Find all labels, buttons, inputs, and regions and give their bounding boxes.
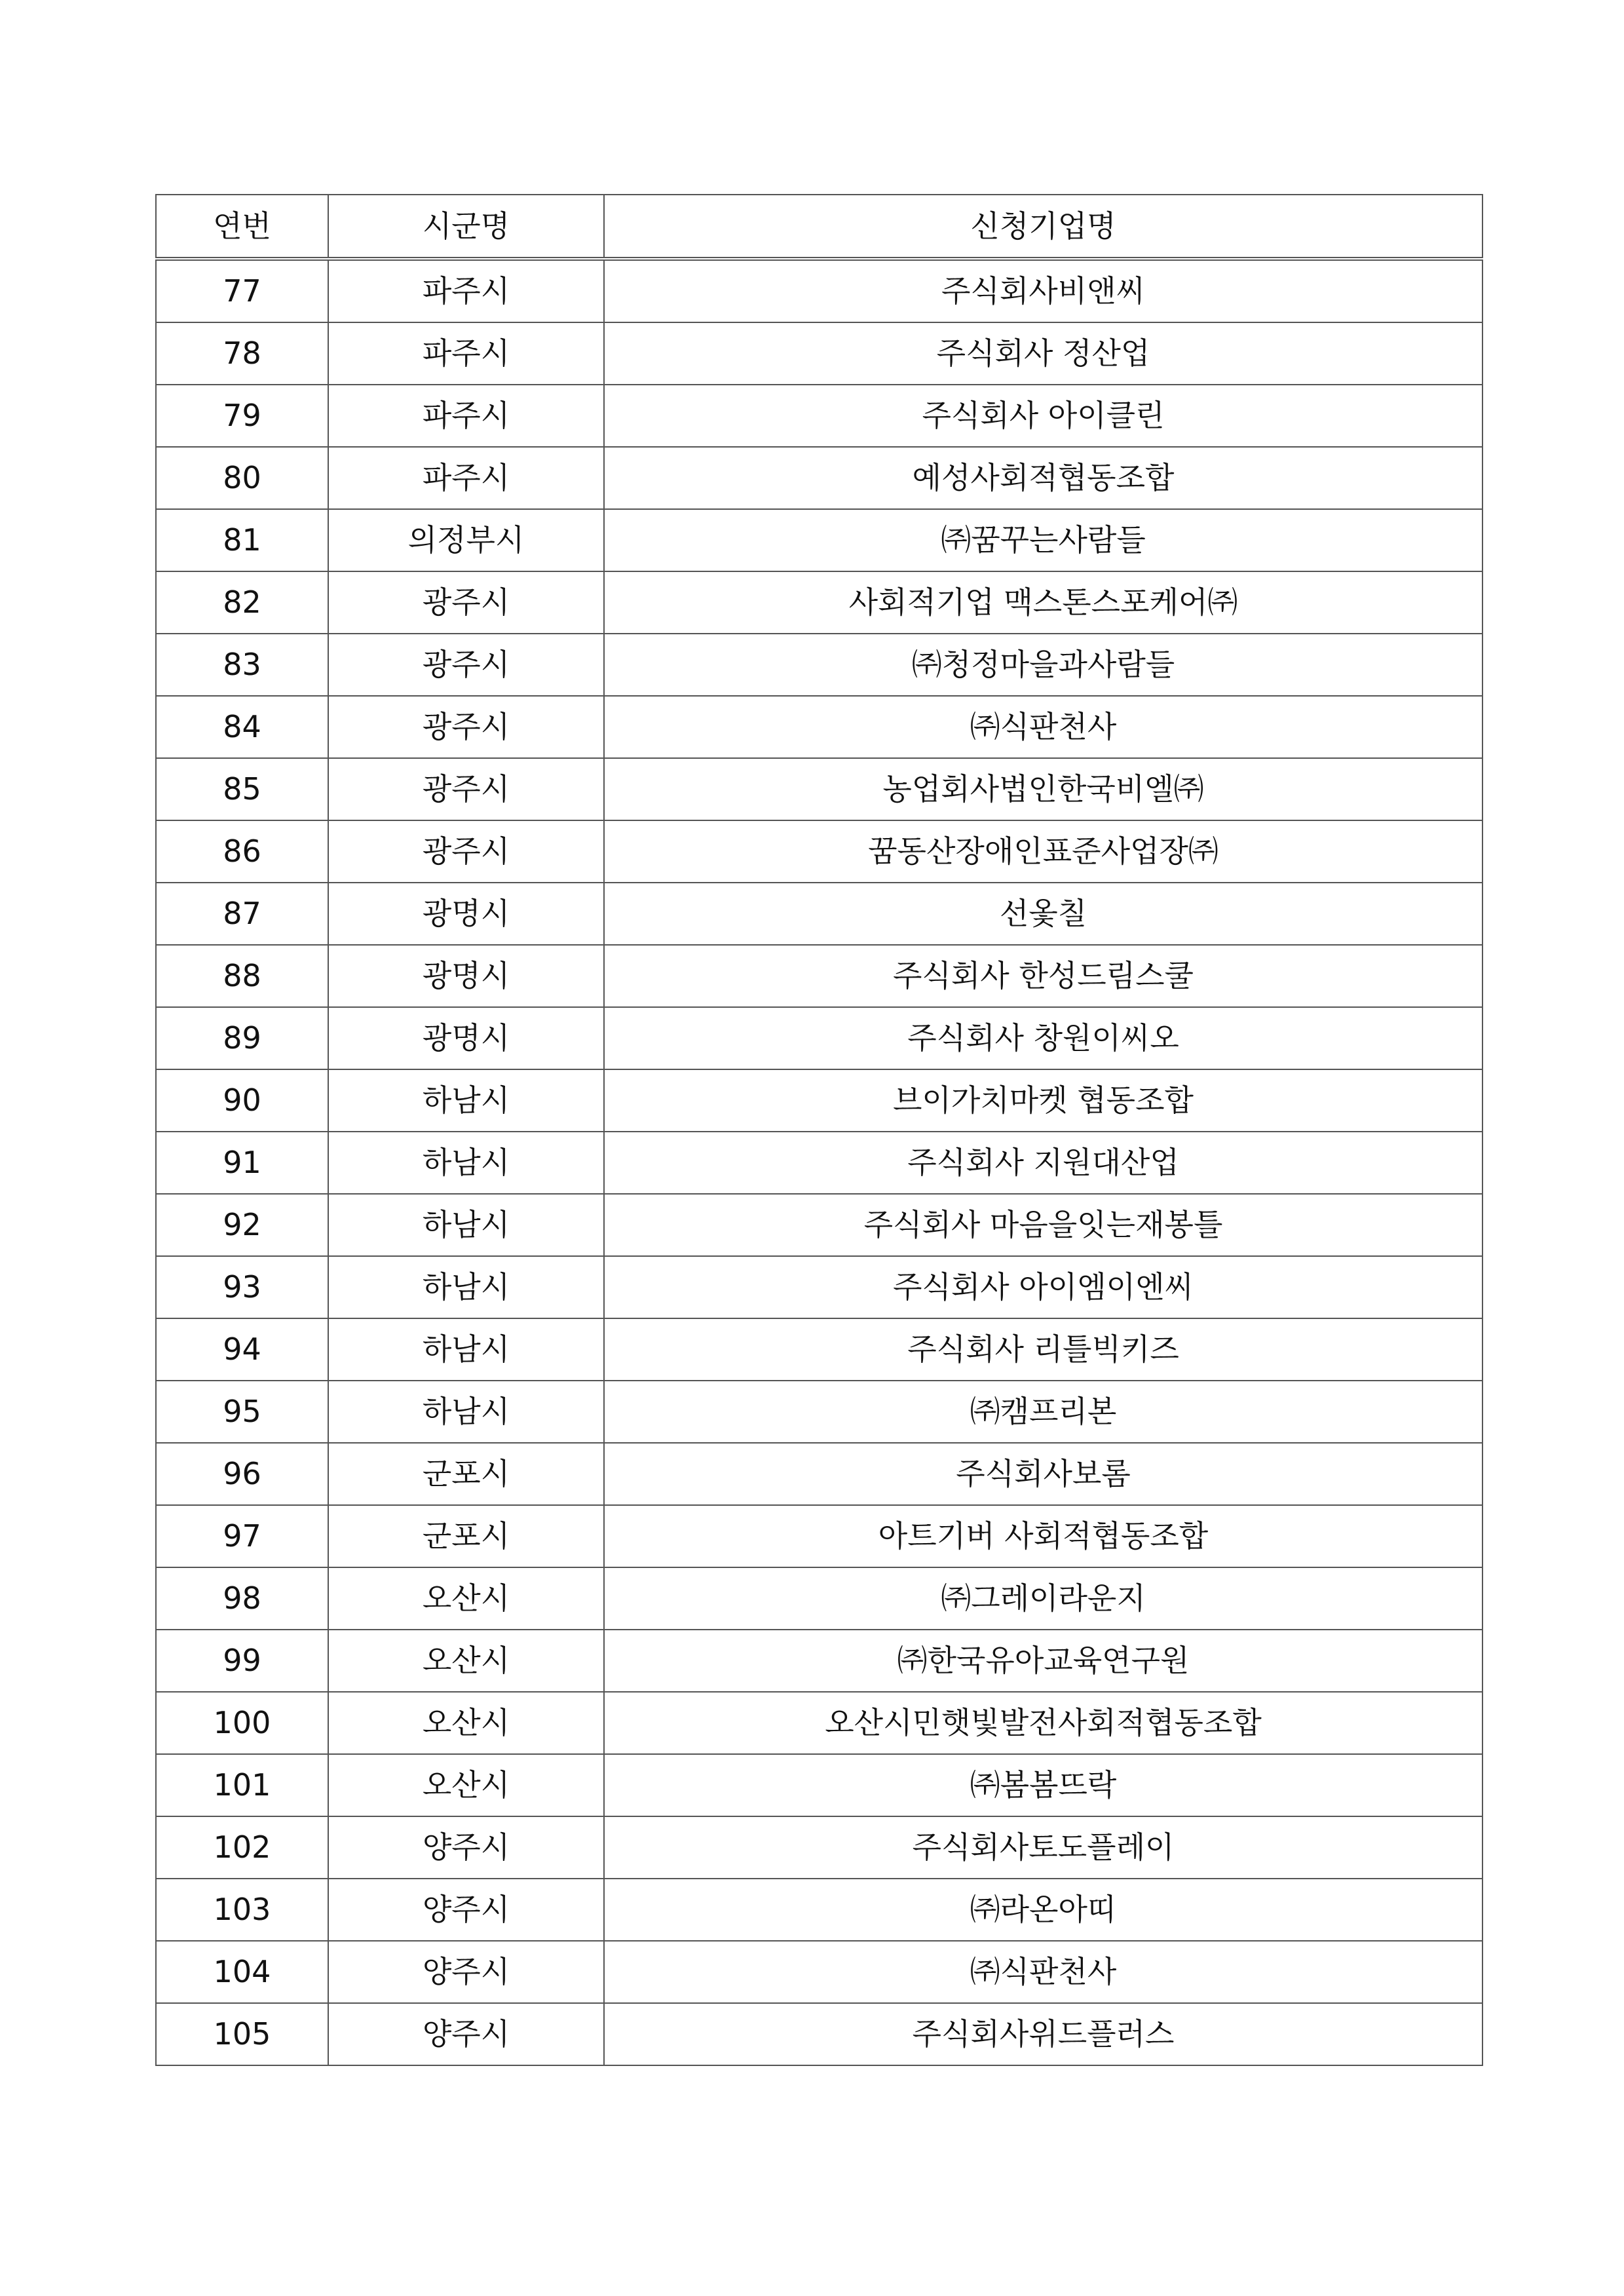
cell-number: 98 xyxy=(156,1567,328,1630)
cell-city: 군포시 xyxy=(328,1443,604,1505)
table-row xyxy=(156,1007,1482,1069)
cell-company: 브이가치마켓 협동조합 xyxy=(604,1069,1482,1132)
cell-number: 79 xyxy=(156,385,328,447)
table-row xyxy=(156,322,1482,385)
cell-number: 91 xyxy=(156,1132,328,1194)
table-row xyxy=(156,1941,1482,2003)
cell-number: 94 xyxy=(156,1318,328,1381)
cell-company: ㈜캠프리본 xyxy=(604,1381,1482,1443)
cell-number: 78 xyxy=(156,322,328,385)
cell-company: 선옻칠 xyxy=(604,883,1482,945)
cell-number: 82 xyxy=(156,571,328,634)
table-body xyxy=(156,259,1482,2065)
cell-city: 양주시 xyxy=(328,1941,604,2003)
cell-number: 89 xyxy=(156,1007,328,1069)
table-row xyxy=(156,1505,1482,1567)
cell-city: 하남시 xyxy=(328,1318,604,1381)
cell-company: 주식회사 아이클린 xyxy=(604,385,1482,447)
table-header xyxy=(156,195,1482,259)
cell-city: 오산시 xyxy=(328,1567,604,1630)
table-row xyxy=(156,1754,1482,1816)
cell-city: 광주시 xyxy=(328,758,604,820)
table-row xyxy=(156,883,1482,945)
cell-company: 주식회사 마음을잇는재봉틀 xyxy=(604,1194,1482,1256)
cell-company: 아트기버 사회적협동조합 xyxy=(604,1505,1482,1567)
cell-number: 96 xyxy=(156,1443,328,1505)
table-row xyxy=(156,758,1482,820)
cell-city: 광주시 xyxy=(328,820,604,883)
cell-company: ㈜봄봄뜨락 xyxy=(604,1754,1482,1816)
cell-company: 사회적기업 맥스톤스포케어㈜ xyxy=(604,571,1482,634)
cell-company: ㈜꿈꾸는사람들 xyxy=(604,509,1482,571)
cell-number: 97 xyxy=(156,1505,328,1567)
cell-city: 파주시 xyxy=(328,447,604,509)
table-row xyxy=(156,509,1482,571)
table-row xyxy=(156,2003,1482,2065)
cell-city: 오산시 xyxy=(328,1754,604,1816)
cell-city: 광명시 xyxy=(328,945,604,1007)
cell-city: 광명시 xyxy=(328,883,604,945)
cell-city: 오산시 xyxy=(328,1692,604,1754)
table-row xyxy=(156,945,1482,1007)
header-number: 연번 xyxy=(156,195,328,259)
cell-city: 하남시 xyxy=(328,1381,604,1443)
cell-city: 광주시 xyxy=(328,634,604,696)
table-row xyxy=(156,1381,1482,1443)
table-row xyxy=(156,1816,1482,1879)
table-row xyxy=(156,1443,1482,1505)
cell-city: 파주시 xyxy=(328,322,604,385)
table-row xyxy=(156,1567,1482,1630)
cell-city: 광명시 xyxy=(328,1007,604,1069)
company-list-table xyxy=(155,194,1483,2066)
table-row xyxy=(156,1132,1482,1194)
cell-number: 93 xyxy=(156,1256,328,1318)
table-row xyxy=(156,696,1482,758)
cell-city: 오산시 xyxy=(328,1630,604,1692)
cell-city: 양주시 xyxy=(328,1816,604,1879)
table-row xyxy=(156,634,1482,696)
table-row xyxy=(156,447,1482,509)
cell-company: ㈜그레이라운지 xyxy=(604,1567,1482,1630)
cell-company: 오산시민햇빛발전사회적협동조합 xyxy=(604,1692,1482,1754)
cell-number: 83 xyxy=(156,634,328,696)
cell-number: 99 xyxy=(156,1630,328,1692)
table-row xyxy=(156,385,1482,447)
cell-number: 88 xyxy=(156,945,328,1007)
cell-city: 하남시 xyxy=(328,1194,604,1256)
cell-number: 101 xyxy=(156,1754,328,1816)
table-row xyxy=(156,1194,1482,1256)
cell-company: 주식회사 창원이씨오 xyxy=(604,1007,1482,1069)
table-row xyxy=(156,571,1482,634)
cell-company: ㈜식판천사 xyxy=(604,1941,1482,2003)
cell-number: 90 xyxy=(156,1069,328,1132)
cell-company: 주식회사 정산업 xyxy=(604,322,1482,385)
cell-number: 81 xyxy=(156,509,328,571)
cell-company: 농업회사법인한국비엘㈜ xyxy=(604,758,1482,820)
cell-company: ㈜한국유아교육연구원 xyxy=(604,1630,1482,1692)
cell-city: 하남시 xyxy=(328,1069,604,1132)
header-company: 신청기업명 xyxy=(604,195,1482,259)
cell-city: 파주시 xyxy=(328,259,604,322)
cell-city: 양주시 xyxy=(328,1879,604,1941)
cell-company: 주식회사보롬 xyxy=(604,1443,1482,1505)
table-row xyxy=(156,1318,1482,1381)
cell-company: 주식회사 아이엠이엔씨 xyxy=(604,1256,1482,1318)
cell-company: 주식회사토도플레이 xyxy=(604,1816,1482,1879)
header-city: 시군명 xyxy=(328,195,604,259)
cell-city: 하남시 xyxy=(328,1256,604,1318)
cell-city: 하남시 xyxy=(328,1132,604,1194)
table-row xyxy=(156,1879,1482,1941)
cell-company: ㈜식판천사 xyxy=(604,696,1482,758)
cell-number: 95 xyxy=(156,1381,328,1443)
cell-company: 주식회사 지원대산업 xyxy=(604,1132,1482,1194)
cell-number: 100 xyxy=(156,1692,328,1754)
cell-number: 85 xyxy=(156,758,328,820)
cell-number: 87 xyxy=(156,883,328,945)
cell-number: 80 xyxy=(156,447,328,509)
cell-city: 광주시 xyxy=(328,696,604,758)
cell-company: 주식회사 한성드림스쿨 xyxy=(604,945,1482,1007)
cell-number: 104 xyxy=(156,1941,328,2003)
cell-company: 주식회사 리틀빅키즈 xyxy=(604,1318,1482,1381)
table-row xyxy=(156,820,1482,883)
table-row xyxy=(156,259,1482,322)
cell-company: 꿈동산장애인표준사업장㈜ xyxy=(604,820,1482,883)
cell-company: 주식회사위드플러스 xyxy=(604,2003,1482,2065)
cell-number: 105 xyxy=(156,2003,328,2065)
cell-number: 92 xyxy=(156,1194,328,1256)
cell-number: 103 xyxy=(156,1879,328,1941)
table-row xyxy=(156,1256,1482,1318)
cell-number: 77 xyxy=(156,259,328,322)
header-row xyxy=(156,195,1482,259)
cell-number: 84 xyxy=(156,696,328,758)
cell-number: 102 xyxy=(156,1816,328,1879)
cell-company: ㈜청정마을과사람들 xyxy=(604,634,1482,696)
cell-number: 86 xyxy=(156,820,328,883)
table-row xyxy=(156,1069,1482,1132)
cell-city: 군포시 xyxy=(328,1505,604,1567)
cell-company: ㈜라온아띠 xyxy=(604,1879,1482,1941)
cell-city: 의정부시 xyxy=(328,509,604,571)
table-row xyxy=(156,1630,1482,1692)
cell-city: 양주시 xyxy=(328,2003,604,2065)
cell-company: 주식회사비앤씨 xyxy=(604,259,1482,322)
cell-city: 광주시 xyxy=(328,571,604,634)
cell-company: 예성사회적협동조합 xyxy=(604,447,1482,509)
table-row xyxy=(156,1692,1482,1754)
cell-city: 파주시 xyxy=(328,385,604,447)
